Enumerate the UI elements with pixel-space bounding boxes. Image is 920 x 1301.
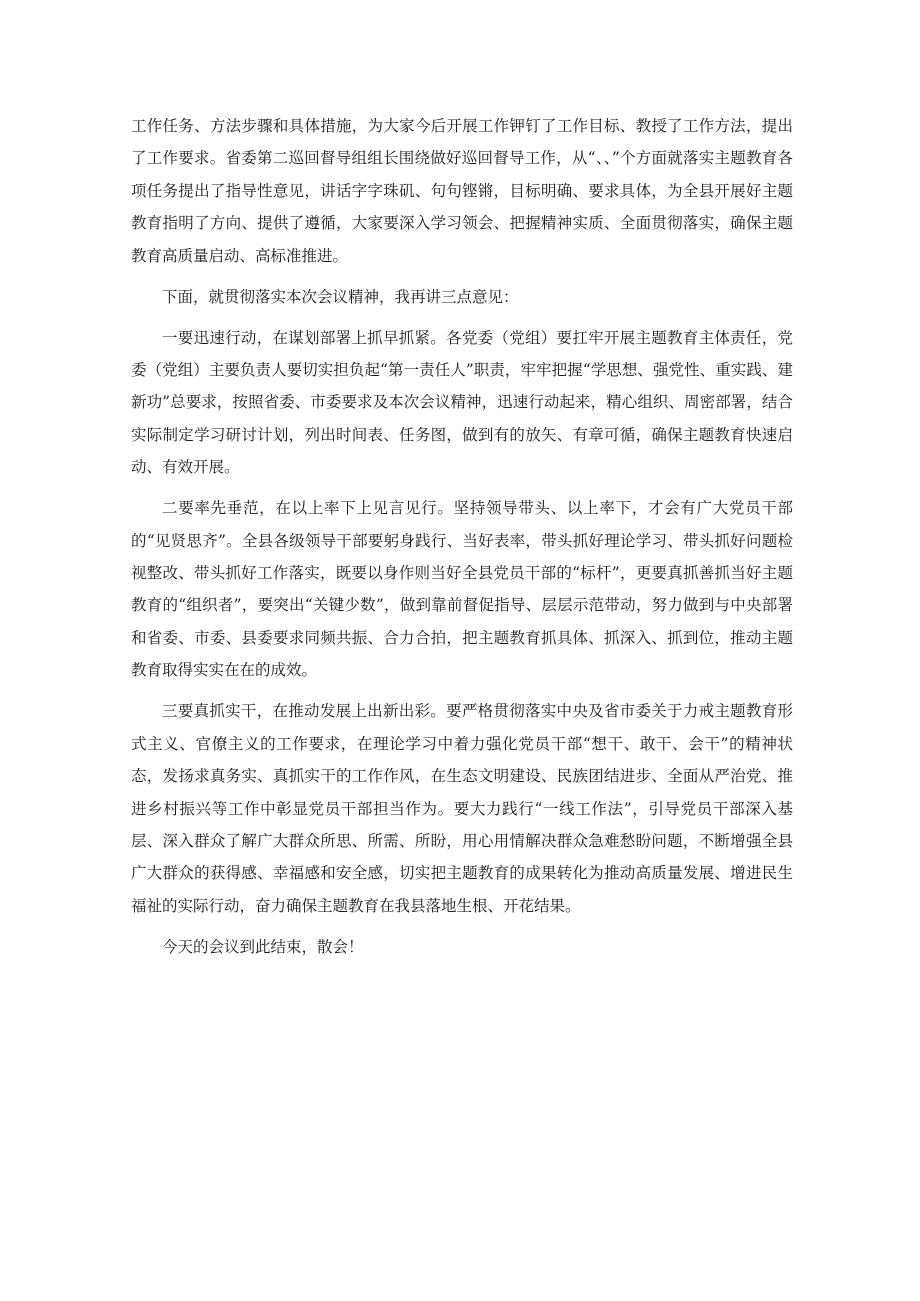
document-body bbox=[131, 110, 793, 972]
paragraph-point-one: 一要迅速行动，在谋划部署上抓早抓紧。各党委（党组）要扛牢开展主题教育主体责任，党委（党组）主要负责人要切实担负起“第一责任人”职责，牢牢把握“学思想、强党性、重实践、建新功”总要求，按照省委、市委要求及本次会议精神，迅速行动起来，精心组织、周密部署，结合实际制定学习研讨计划，列出时间表、任务图，做到有的放矢、有章可循，确保主题教育快速启动、有效开展。 bbox=[131, 328, 793, 477]
paragraph-continuation: 工作任务、方法步骤和具体措施，为大家今后开展工作钾钉了工作目标、教授了工作方法，提出了工作要求。省委第二巡回督导组组长围绕做好巡回督导工作，从“、、”个方面就落实主题教育各项任务提出了指导性意见，讲话字字珠矶、句句铿锵，目标明确、要求具体，为全县开展好主题教育指明了方向、提供了遵循，大家要深入学习领会、把握精神实质、全面贯彻落实，确保主题教育高质量启动、高标准推进。 bbox=[131, 117, 793, 265]
paragraph-intro: 下面，就贯彻落实本次会议精神，我再讲三点意见： bbox=[162, 287, 519, 306]
paragraph-point-three: 三要真抓实干，在推动发展上出新出彩。要严格贯彻落实中央及省市委关于力戒主题教育形式主义、官僚主义的工作要求，在理论学习中着力强化党员干部“想干、敢干、会干”的精神状态，发扬求真务实、真抓实干的工作作风，在生态文明建设、民族团结进步、全面从严治党、推进乡村振兴等工作中彰显党员干部担当作为。要大力践行“一线工作法”，引导党员干部深入基层、深入群众了解广大群众所思、所需、所盼，用心用情解决群众急难愁盼问题，不断增强全县广大群众的获得感、幸福感和安全感，切实把主题教育的成果转化为推动高质量发展、增进民生福祉的实际行动，奋力确保主题教育在我县落地生根、开花结果。 bbox=[131, 702, 793, 915]
paragraph-closing: 今天的会议到此结束，散会！ bbox=[162, 937, 364, 956]
paragraph-point-two: 二要率先垂范，在以上率下上见言见行。坚持领导带头、以上率下，才会有广大党员干部的“见贤思齐”。全县各级领导干部要躬身践行、当好表率，带头抓好理论学习、带头抓好问题检视整改、带头抓好工作落实，既要以身作则当好全县党员干部的“标杆”，更要真抓善抓当好主题教育的“组织者”，要突出“关键少数”，做到靠前督促指导、层层示范带动，努力做到与中央部署和省委、市委、县委要求同频共振、合力合拍，把主题教育抓具体、抓深入、抓到位，推动主题教育取得实实在在的成效。 bbox=[131, 499, 793, 680]
